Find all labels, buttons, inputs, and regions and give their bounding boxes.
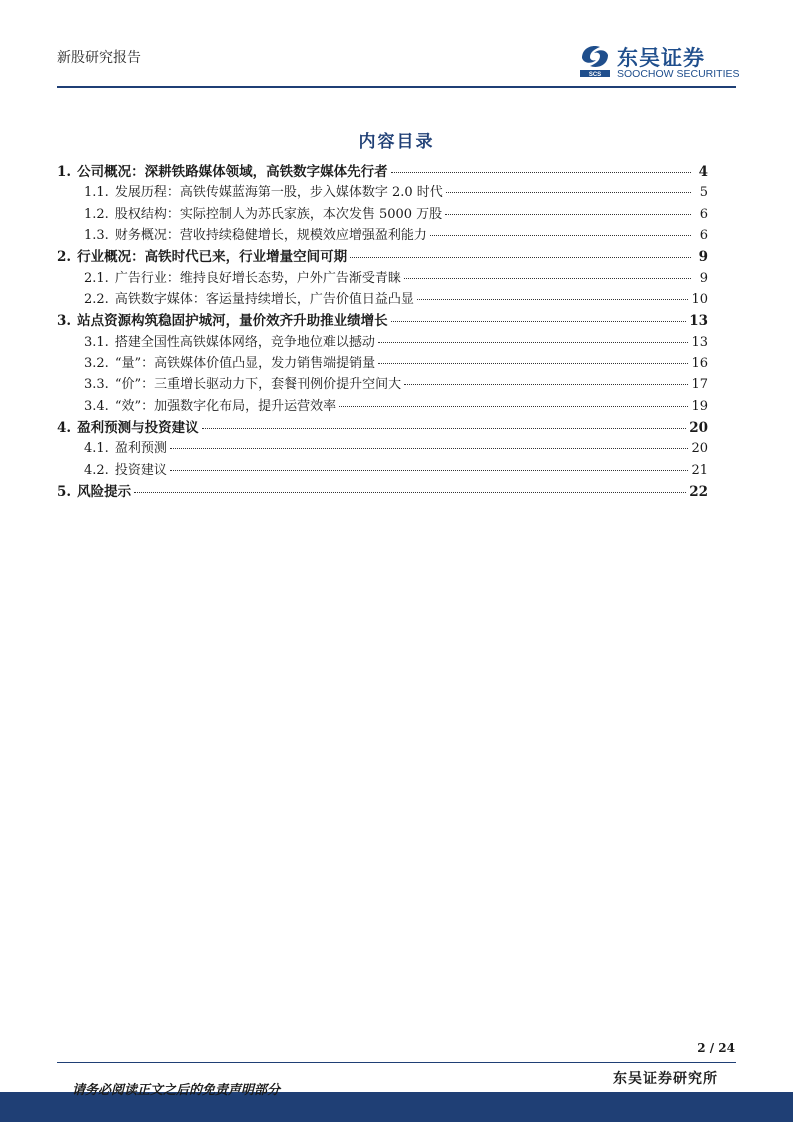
header-divider [57, 86, 736, 88]
toc-entry[interactable] [57, 331, 708, 352]
toc-leader-dots [417, 299, 689, 300]
toc-entry-number: 3.1. [84, 334, 109, 350]
toc-entry[interactable] [57, 224, 708, 245]
logo-english-name: SOOCHOW SECURITIES [617, 68, 740, 80]
toc-entry[interactable] [57, 288, 708, 309]
toc-leader-dots [430, 235, 691, 236]
toc-entry-title: 盈利预测 [114, 441, 167, 457]
toc-leader-dots [170, 470, 689, 471]
toc-entry-number: 1. [57, 164, 72, 180]
toc-entry[interactable] [57, 480, 708, 501]
toc-entry-page: 9 [698, 249, 708, 266]
toc-entry-number: 3. [57, 313, 72, 330]
toc-entry-number: 3.2. [84, 356, 109, 372]
toc-leader-dots [404, 384, 688, 385]
toc-leader-dots [404, 278, 691, 279]
toc-entry-number: 4.1. [84, 441, 109, 457]
toc-leader-dots [350, 257, 691, 258]
footer-company: 东吴证券研究所 [613, 1071, 718, 1087]
toc-entry[interactable] [57, 459, 708, 480]
toc-entry-title: 股权结构：实际控制人为苏氏家族，本次发售 5000 万股 [114, 206, 443, 222]
toc-title: 内容目录 [358, 132, 435, 152]
toc-entry-title: 搭建全国性高铁媒体网络，竞争地位难以撼动 [114, 334, 375, 350]
toc-entry[interactable] [57, 181, 708, 202]
toc-leader-dots [170, 448, 689, 449]
toc-entry-page: 22 [689, 484, 708, 501]
toc-entry-number: 3.4. [84, 398, 109, 414]
toc-leader-dots [339, 406, 688, 407]
toc-entry-page: 5 [699, 185, 708, 201]
toc-leader-dots [134, 492, 686, 493]
toc-entry[interactable] [57, 160, 708, 181]
toc-entry[interactable] [57, 245, 708, 266]
toc-entry-page: 20 [689, 420, 708, 437]
toc-entry-title: 高铁数字媒体：客运量持续增长，广告价值日益凸显 [114, 292, 414, 308]
soochow-logo-icon [578, 42, 612, 78]
toc-entry-title: 发展历程：高铁传媒蓝海第一股，步入媒体数字 2.0 时代 [114, 185, 443, 201]
toc-entry-title: 公司概况：深耕铁路媒体领域，高铁数字媒体先行者 [77, 164, 388, 180]
toc-leader-dots [202, 428, 687, 429]
toc-entry-page: 21 [691, 462, 708, 478]
toc-entry[interactable] [57, 309, 708, 330]
toc-entry-title: 盈利预测与投资建议 [77, 420, 199, 437]
toc-entry[interactable] [57, 437, 708, 458]
toc-entry-number: 2. [57, 249, 72, 266]
toc-entry-number: 1.3. [84, 228, 109, 244]
page-indicator: 2 / 24 [697, 1041, 735, 1055]
toc-entry-number: 1.2. [84, 206, 109, 222]
toc-entry-number: 5. [57, 484, 72, 501]
toc-leader-dots [391, 172, 691, 173]
svg-text:SCS: SCS [588, 72, 602, 78]
toc-entry-page: 6 [699, 206, 708, 222]
toc-entry-number: 2.1. [84, 270, 109, 286]
toc-entry-title: 行业概况：高铁时代已来，行业增量空间可期 [77, 249, 348, 266]
toc-entry-number: 4. [57, 420, 72, 437]
toc-entry-title: 财务概况：营收持续稳健增长，规模效应增强盈利能力 [114, 228, 427, 244]
toc-entry-title: 投资建议 [114, 462, 167, 478]
toc-leader-dots [445, 214, 691, 215]
toc-entry-title: “效”：加强数字化布局，提升运营效率 [114, 398, 337, 414]
footer-disclaimer: 请务必阅读正文之后的免责声明部分 [72, 1083, 281, 1098]
toc-entry[interactable] [57, 203, 708, 224]
toc-entry-number: 4.2. [84, 462, 109, 478]
toc-leader-dots [378, 342, 689, 343]
toc-leader-dots [378, 363, 688, 364]
logo-chinese-name: 东吴证券 [617, 46, 705, 70]
toc-entry-page: 13 [691, 334, 708, 350]
toc-entry-page: 17 [691, 377, 708, 393]
toc-entry-title: 风险提示 [77, 484, 132, 501]
toc-entry[interactable] [57, 352, 708, 373]
toc-entry-page: 9 [699, 270, 708, 286]
footer-divider [57, 1062, 736, 1063]
toc-entry-page: 6 [699, 228, 708, 244]
report-type-label: 新股研究报告 [57, 50, 141, 66]
toc-entry-page: 13 [689, 313, 708, 330]
toc-entry-title: 广告行业：维持良好增长态势，户外广告渐受青睐 [114, 270, 401, 286]
toc-entry-number: 2.2. [84, 292, 109, 308]
toc-entry[interactable] [57, 267, 708, 288]
toc-entry[interactable] [57, 416, 708, 437]
toc-entry-number: 1.1. [84, 185, 109, 201]
toc-leader-dots [446, 192, 691, 193]
toc-entry-page: 20 [691, 441, 708, 457]
toc-entry-title: “量”：高铁媒体价值凸显，发力销售端提销量 [114, 356, 376, 372]
toc-entry-title: “价”：三重增长驱动力下，套餐刊例价提升空间大 [114, 377, 402, 393]
toc-entry-number: 3.3. [84, 377, 109, 393]
toc-entry-page: 4 [698, 164, 708, 180]
company-logo [578, 42, 748, 82]
table-of-contents [57, 160, 708, 502]
toc-entry[interactable] [57, 395, 708, 416]
toc-entry-title: 站点资源构筑稳固护城河，量价效齐升助推业绩增长 [77, 313, 388, 330]
toc-leader-dots [391, 321, 687, 322]
toc-entry[interactable] [57, 373, 708, 394]
toc-entry-page: 16 [691, 356, 708, 372]
toc-entry-page: 19 [691, 398, 708, 414]
toc-entry-page: 10 [691, 292, 708, 308]
